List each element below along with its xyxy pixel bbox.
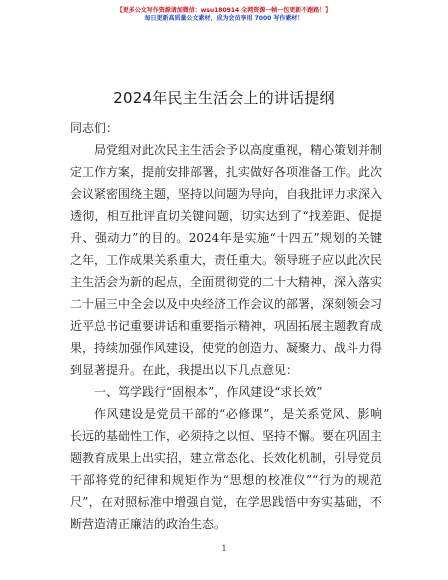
document-title: 2024年民主生活会上的讲话提纲 (113, 89, 335, 107)
promo-banner (0, 7, 448, 23)
promo-banner-line-2: 每日更新高质量公文素材，成为会员享用 7000 写作素材！ (144, 15, 304, 22)
promo-banner-line-1: 【更多公文写作资源请加微信：wsu180914 全网资源一帧一包更新不跑路！】 (116, 7, 332, 14)
section-heading-1: 一、笃学践行“固根本”，作风建设“求长效” (94, 385, 323, 399)
page-number: 1 (221, 544, 227, 553)
document-body (70, 117, 382, 535)
salutation: 同志们： (70, 121, 119, 135)
body-paragraph-intro: 局党组对此次民主生活会予以高度重视，精心策划并制定工作方案，提前安排部署，扎实做好各项准备工作。此次会议紧密围绕主题，坚持以问题为导向，自我批评力求深入透彻，相互批评直切关键问题，切实达到了“找差距、促提升、强动力”的目的。2024年是实施“十四五”规划的关键之年，工作成果关系重大，责任重大。领导班子应以此次民主生活会为新的起点，全面贯彻党的二十大精神，深入落实二十届三中全会以及中央经济工作会议的部署，深刻领会习近平总书记重要讲话和重要指示精神，巩固拓展主题教育成果，持续加强作风建设，使党的创造力、凝聚力、战斗力得到显著提升。在此，我提出以下几点意见： (70, 143, 383, 377)
body-paragraph-section-1: 作风建设是党员干部的“必修课”，是关系党风、影响长远的基础性工作，必须持之以恒、坚持不懈。要在巩固主题教育成果上出实招，建立常态化、长效化机制，引导党员干部将党的纪律和规矩作为“思想的校准仪”“行为的规范尺”，在对照标准中增强自觉，在学思践悟中夯实基础，不断营造清正廉洁的政治生态。 (70, 407, 383, 531)
